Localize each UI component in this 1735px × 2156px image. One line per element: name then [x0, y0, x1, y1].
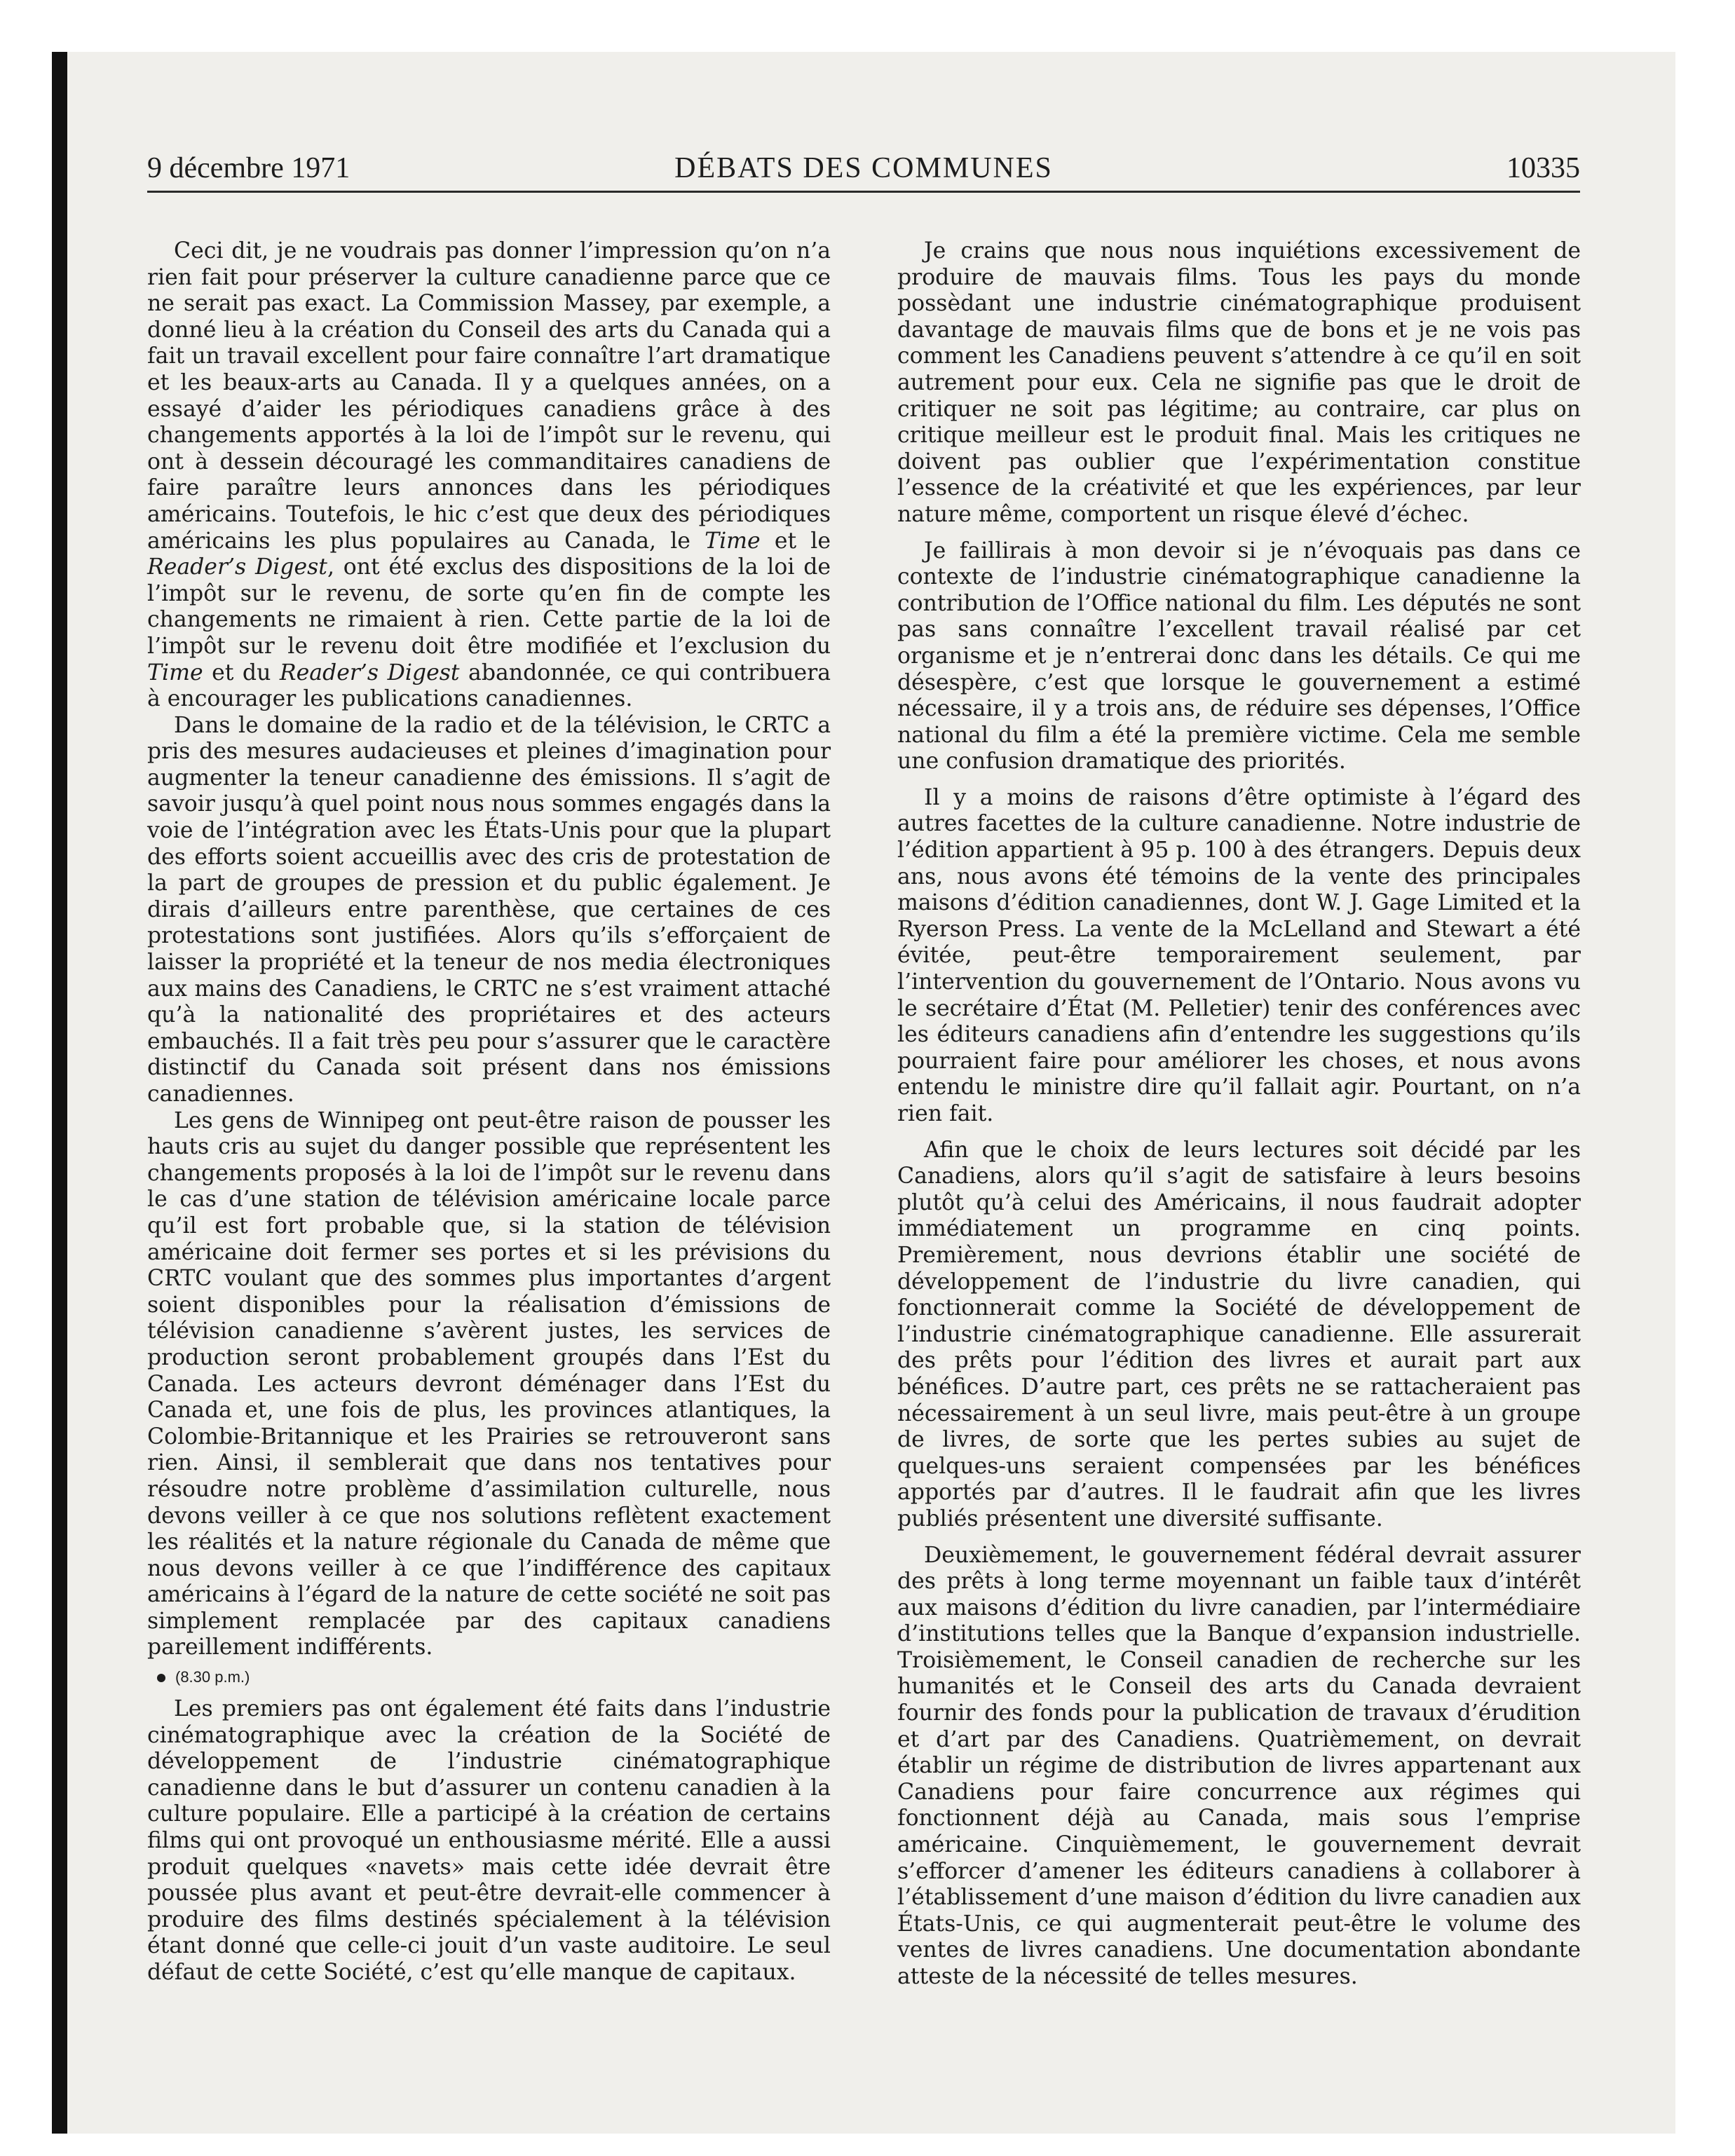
left-column: [147, 238, 831, 1986]
scan-binding-edge: [52, 52, 67, 2134]
paragraph: Je faillirais à mon devoir si je n’évoquais pas dans ce contexte de l’industrie cinématographique canadienne la contribution de l’Office national du film. Les députés ne sont pas sans connaître l’excellent travail réalisé par cet organisme et je n’entrerai donc dans les détails. Ce qui me désespère, c’est que lorsque le gouvernement a estimé nécessaire, il y a trois ans, de réduire ses dépenses, l’Office national du film a été la première victime. Cela me semble une confusion dramatique des priorités.: [897, 538, 1581, 775]
paragraph: Il y a moins de raisons d’être optimiste à l’égard des autres facettes de la culture canadienne. Notre industrie de l’édition appartient à 95 p. 100 à des étrangers. Depuis deux ans, nous avons été témoins de la vente des principales maisons d’édition canadiennes, dont W. J. Gage Limited et la Ryerson Press. La vente de la McLelland and Stewart a été évitée, peut-être temporairement seulement, par l’intervention du gouvernement de l’Ontario. Nous avons vu le secrétaire d’État (M. Pelletier) tenir des conférences avec les éditeurs canadiens afin d’entendre les suggestions qu’ils pourraient faire pour améliorer les choses, et nous avons entendu le ministre dire qu’il fallait agir. Pourtant, on n’a rien fait.: [897, 784, 1581, 1126]
paragraph: Les gens de Winnipeg ont peut-être raison de pousser les hauts cris au sujet du danger possible que représentent les changements proposés à la loi de l’impôt sur le revenu dans le cas d’une station de télévision américaine locale parce qu’il est fort probable que, si la station de télévision américaine doit fermer ses portes et si les prévisions du CRTC voulant que des sommes plus importantes d’argent soient disponibles pour la réalisation d’émissions de télévision canadienne s’avèrent justes, les services de production seront probablement groupés dans l’Est du Canada. Les acteurs devront déménager dans l’Est du Canada et, une fois de plus, les provinces atlantiques, la Colombie-Britannique et les Prairies se retrouveront sans rien. Ainsi, il semblerait que dans nos tentatives pour résoudre notre problème d’assimilation culturelle, nous devons veiller à ce que nos solutions reflètent exactement les réalités et la nature régionale du Canada de même que nous devons veiller à ce que l’indifférence des capitaux américains à l’égard de la nature de cette société ne soit pas simplement remplacée par des capitaux canadiens pareillement indifférents.: [147, 1107, 831, 1660]
header-title: DÉBATS DES COMMUNES: [674, 152, 1053, 184]
italic-title: Reader’s Digest: [147, 554, 327, 580]
italic-title: Reader’s Digest: [279, 660, 460, 685]
paragraph: Afin que le choix de leurs lectures soit décidé par les Canadiens, alors qu’il s’agit de satisfaire à leurs besoins plutôt qu’à celui des Américains, il nous faudrait adopter immédiatement un programme en cinq points. Premièrement, nous devrions établir une société de développement de l’industrie du livre canadien, qui fonctionnerait comme la Société de développement de l’industrie cinématographique canadienne. Elle assurerait des prêts pour l’édition des livres et aurait part aux bénéfices. D’autre part, ces prêts ne se rattacheraient pas nécessairement à un seul livre, mais peut-être à un groupe de livres, de sorte que les pertes subies au sujet de quelques-uns seraient compensées par les bénéfices apportés par d’autres. Il le faudrait afin que les livres publiés présentent une diversité suffisante.: [897, 1137, 1581, 1531]
header-date: 9 décembre 1971: [147, 152, 351, 184]
bullet-icon: [157, 1674, 165, 1682]
italic-title: Time: [705, 528, 761, 554]
paragraph: Deuxièmement, le gouvernement fédéral devrait assurer des prêts à long terme moyennant un faible taux d’intérêt aux maisons d’édition du livre canadien, par l’intermédiaire d’institutions telles que la Banque d’expansion industrielle. Troisièmement, le Conseil canadien de recherche sur les humanités et le Conseil des arts du Canada devraient fournir des fonds pour la publication de travaux d’érudition et d’art par des Canadiens. Quatrièmement, on devrait établir un régime de distribution de livres appartenant aux Canadiens pour faire concurrence aux régimes qui fonctionnent déjà au Canada, mais sous l’emprise américaine. Cinquièmement, le gouvernement devrait s’efforcer d’amener les éditeurs canadiens à collaborer à l’établissement d’une maison d’édition du livre canadien aux États-Unis, ce qui augmenterait peut-être le volume des ventes de livres canadiens. Une documentation abondante atteste de la nécessité de telles mesures.: [897, 1542, 1581, 1989]
italic-title: Time: [147, 660, 203, 685]
time-marker: [157, 1665, 831, 1689]
right-column: [897, 238, 1581, 2000]
time-marker-text: (8.30 p.m.): [175, 1668, 250, 1686]
paragraph: Dans le domaine de la radio et de la télévision, le CRTC a pris des mesures audacieuses et pleines d’imagination pour augmenter la teneur canadienne des émissions. Il s’agit de savoir jusqu’à quel point nous nous sommes engagés dans la voie de l’intégration avec les États-Unis pour que la plupart des efforts soient accueillis avec des cris de protestation de la part de groupes de pression et du public également. Je dirais d’ailleurs entre parenthèse, que certaines de ces protestations sont justifiées. Alors qu’ils s’efforçaient de laisser la propriété et la teneur de nos media électroniques aux mains des Canadiens, le CRTC ne s’est vraiment attaché qu’à la nationalité des propriétaires et des acteurs embauchés. Il a fait très peu pour s’assurer que le caractère distinctif du Canada soit présent dans nos émissions canadiennes.: [147, 712, 831, 1107]
header-page-number: 10335: [1506, 152, 1580, 184]
paragraph: Ceci dit, je ne voudrais pas donner l’impression qu’on n’a rien fait pour préserver la culture canadienne parce que ce ne serait pas exact. La Commission Massey, par exemple, a donné lieu à la création du Conseil des arts du Canada qui a fait un travail excellent pour faire connaître l’art dramatique et les beaux-arts au Canada. Il y a quelques années, on a essayé d’aider les périodiques canadiens grâce à des changements apportés à la loi de l’impôt sur le revenu, qui ont à dessein découragé les commanditaires canadiens de faire paraître leurs annonces dans les périodiques américains. Toutefois, le hic c’est que deux des périodiques américains les plus populaires au Canada, le Time et le Reader’s Digest, ont été exclus des dispositions de la loi de l’impôt sur le revenu, de sorte qu’en fin de compte les changements ne rimaient à rien. Cette partie de la loi de l’impôt sur le revenu doit être modifiée et l’exclusion du Time et du Reader’s Digest abandonnée, ce qui contribuera à encourager les publications canadiennes.: [147, 238, 831, 712]
page-header: [147, 149, 1580, 193]
paragraph: Je crains que nous nous inquiétions excessivement de produire de mauvais films. Tous les pays du monde possèdant une industrie cinématographique produisent davantage de mauvais films que de bons et je ne vois pas comment les Canadiens peuvent s’attendre à ce qu’il en soit autrement pour eux. Cela ne signifie pas que le droit de critiquer ne soit pas légitime; au contraire, car plus on critique meilleur est le produit final. Mais les critiques ne doivent pas oublier que l’expérimentation constitue l’essence de la créativité et que les expériences, par leur nature même, comportent un risque élevé d’échec.: [897, 238, 1581, 527]
paragraph: Les premiers pas ont également été faits dans l’industrie cinématographique avec la création de la Société de développement de l’industrie cinématographique canadienne dans le but d’assurer un contenu canadien à la culture populaire. Elle a participé à la création de certains films qui ont provoqué un enthousiasme mérité. Elle a aussi produit quelques «navets» mais cette idée devrait être poussée plus avant et peut-être devrait-elle commencer à produire des films destinés spécialement à la télévision étant donné que celle-ci jouit d’un vaste auditoire. Le seul défaut de cette Société, c’est qu’elle manque de capitaux.: [147, 1696, 831, 1985]
